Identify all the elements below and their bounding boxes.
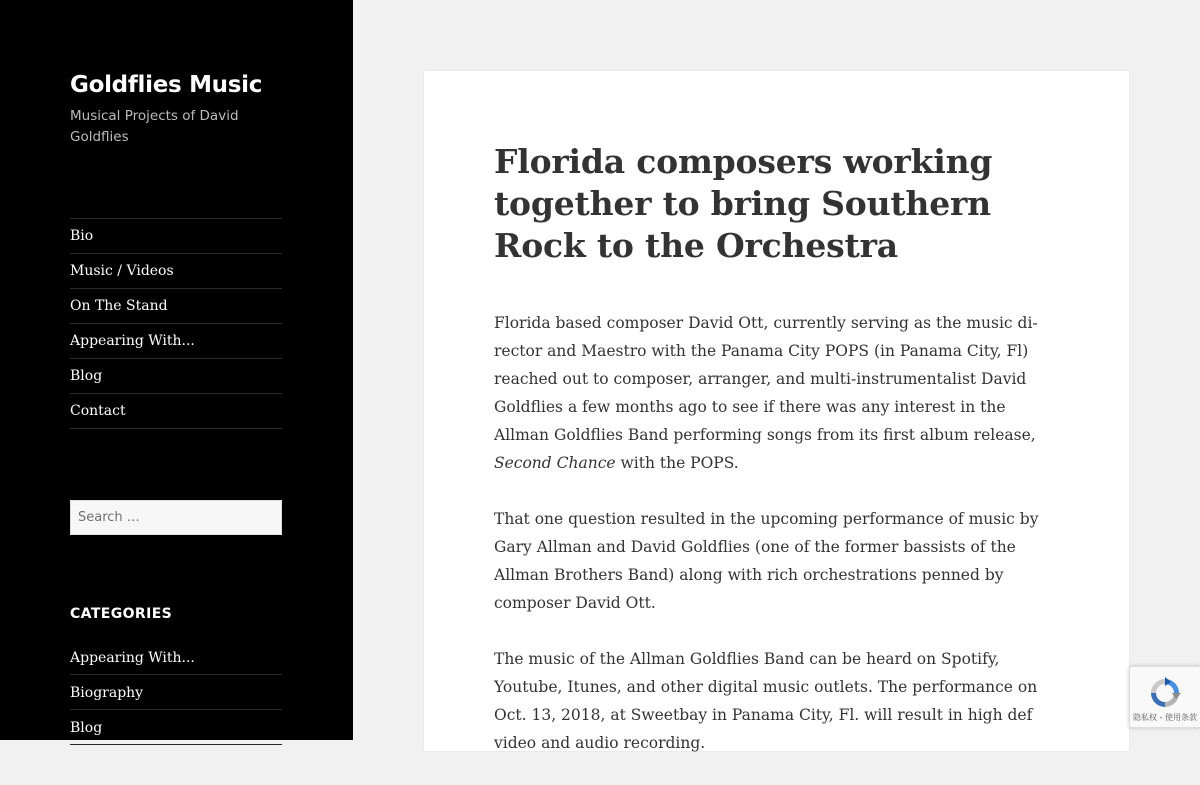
- menu-item-music-videos[interactable]: Music / Videos: [70, 254, 282, 289]
- main-menu: [70, 218, 282, 429]
- categories-list: [70, 640, 282, 745]
- post-content: [494, 309, 1064, 785]
- menu-item-on-the-stand[interactable]: On The Stand: [70, 289, 282, 324]
- sidebar: [0, 0, 353, 740]
- post-title: Florida composers working together to bring Southern Rock to the Orchestra: [494, 142, 993, 265]
- recaptcha-badge[interactable]: [1129, 666, 1200, 728]
- site-title[interactable]: Goldflies Music: [70, 72, 263, 98]
- post-article: [424, 71, 1129, 751]
- album-title: Second Chance: [494, 454, 616, 472]
- category-item-biography[interactable]: Biography: [70, 675, 282, 710]
- search-input[interactable]: [70, 500, 282, 535]
- menu-item-blog[interactable]: Blog: [70, 359, 282, 394]
- category-item-appearing-with[interactable]: Appearing With...: [70, 640, 282, 675]
- recaptcha-links[interactable]: 隐私权 - 使用条款: [1133, 713, 1197, 722]
- site-description: Musical Projects of David Goldflies: [70, 108, 239, 145]
- paragraph-2: That one question resulted in the upcoming performance of music by Gary Allman and David Goldflies (one of the former bassists of the Allman Brothers Band) along with rich orchestrations penned by composer David Ott.: [494, 510, 1039, 612]
- categories-title: CATEGORIES: [70, 606, 173, 622]
- paragraph-1-text: Florida based composer David Ott, currently serving as the music director and Maestro with the Panama City POPS (in Panama City, Fl) reached out to composer, arranger, and multi-instrumentalist David Goldflies a few months ago to see if there was any interest in the Allman Goldflies Band performing songs from its first album release,: [494, 314, 1038, 444]
- menu-item-appearing-with[interactable]: Appearing With...: [70, 324, 282, 359]
- paragraph-1: [494, 309, 1064, 477]
- category-item-blog[interactable]: Blog: [70, 710, 282, 745]
- recaptcha-logo-icon: [1147, 675, 1183, 711]
- paragraph-3: The music of the Allman Goldflies Band can be heard on Spotify, Youtube, Itunes, and other digital music outlets. The performance on Oct. 13, 2018, at Sweetbay in Panama City, Fl. will result in high def video and audio recording.: [494, 650, 1038, 752]
- menu-item-contact[interactable]: Contact: [70, 394, 282, 429]
- menu-item-bio[interactable]: Bio: [70, 219, 282, 254]
- paragraph-1-tail: with the POPS.: [620, 454, 739, 472]
